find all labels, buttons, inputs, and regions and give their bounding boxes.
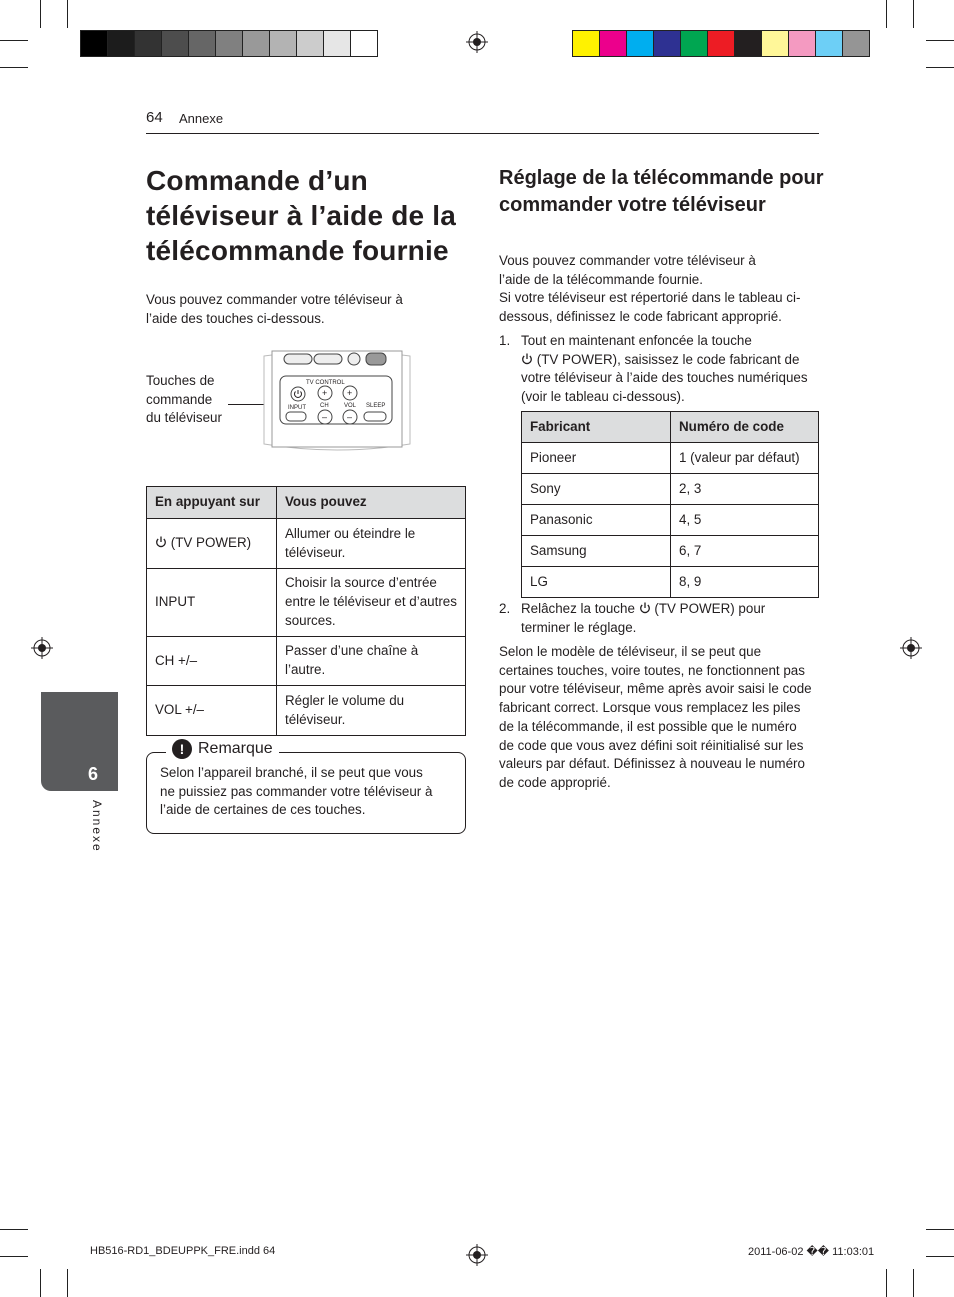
controls-table <box>146 486 466 736</box>
step-line-text: Relâchez la touche <box>521 601 635 616</box>
registration-mark-icon <box>900 637 922 659</box>
step-line: terminer le réglage. <box>521 619 637 635</box>
registration-mark-icon <box>466 31 488 53</box>
table-cell: Choisir la source d’entrée entre le téléviseur et d’autres sources. <box>277 569 466 637</box>
intro-line: dessous, définissez le code fabricant approprié. <box>499 309 782 325</box>
table-cell: VOL +/– <box>147 686 277 736</box>
callout-line: commande <box>146 391 213 407</box>
table-header-cell: En appuyant sur <box>147 487 277 519</box>
table-row <box>522 567 819 598</box>
note-line: l’aide de certaines de ces touches. <box>160 802 366 818</box>
chapter-number: 6 <box>88 764 99 784</box>
crop-mark <box>67 1269 68 1297</box>
table-header-row <box>147 487 466 519</box>
intro-line: Vous pouvez commander votre téléviseur à <box>499 253 756 268</box>
crop-mark <box>913 1269 914 1297</box>
table-header-cell: Fabricant <box>522 412 671 443</box>
remote-ch-label: CH <box>320 403 329 409</box>
crop-mark <box>913 0 914 28</box>
power-icon <box>521 353 533 365</box>
step-line <box>521 600 826 619</box>
color-swatch <box>270 31 297 56</box>
svg-text:+: + <box>322 388 328 398</box>
table-cell-text: (TV POWER) <box>170 535 252 551</box>
remote-input-label: INPUT <box>288 405 306 411</box>
table-header-cell: Vous pouvez <box>277 487 466 519</box>
crop-mark <box>40 0 41 28</box>
intro-line: l’aide des touches ci-dessous. <box>146 310 325 326</box>
registration-mark-icon <box>466 1244 488 1266</box>
color-swatch <box>708 31 735 56</box>
table-row <box>522 474 819 505</box>
color-swatch <box>135 31 162 56</box>
intro-text <box>146 291 403 328</box>
crop-mark <box>0 67 28 68</box>
footer-timestamp: 2011-06-02 �� 11:03:01 <box>748 1246 875 1258</box>
table-cell <box>147 519 277 569</box>
table-cell: 1 (valeur par défaut) <box>671 443 819 474</box>
crop-mark <box>40 1269 41 1297</box>
page-title: Commande d’un téléviseur à l’aide de la télécommande fournie <box>146 165 457 266</box>
callout-line: Touches de <box>146 373 215 388</box>
color-swatch <box>216 31 243 56</box>
step-line-text: (TV POWER) pour <box>654 601 766 616</box>
color-swatch <box>108 31 135 56</box>
step-2-text <box>521 600 826 637</box>
table-row <box>147 519 466 569</box>
table-cell: 6, 7 <box>671 536 819 567</box>
color-swatch <box>681 31 708 56</box>
table-header-cell: Numéro de code <box>671 412 819 443</box>
note-text <box>160 764 432 820</box>
table-row <box>147 637 466 686</box>
chapter-label: Annexe <box>90 800 104 853</box>
chapter-tab <box>41 692 118 791</box>
exclamation-icon: ! <box>172 739 192 759</box>
crop-mark <box>926 40 954 41</box>
table-header-row <box>522 412 819 443</box>
color-swatch <box>81 31 108 56</box>
crop-mark <box>0 1229 28 1230</box>
remote-callout <box>146 372 222 428</box>
registration-mark-icon <box>31 637 53 659</box>
color-swatch <box>162 31 189 56</box>
crop-mark <box>67 0 68 28</box>
table-cell: Samsung <box>522 536 671 567</box>
color-swatch <box>762 31 789 56</box>
table-cell: Allumer ou éteindre le téléviseur. <box>277 519 466 569</box>
color-swatch <box>654 31 681 56</box>
svg-text:–: – <box>347 412 353 422</box>
table-cell: Passer d’une chaîne à l’autre. <box>277 637 466 686</box>
power-icon <box>639 602 651 614</box>
table-row <box>147 569 466 637</box>
remote-tv-control-label: TV CONTROL <box>306 380 345 386</box>
power-icon <box>155 536 167 548</box>
crop-mark <box>926 1229 954 1230</box>
note-line: Selon l’appareil branché, il se peut que vous <box>160 765 423 780</box>
color-swatch <box>789 31 816 56</box>
callout-line: du téléviseur <box>146 410 222 426</box>
table-cell: Régler le volume du téléviseur. <box>277 686 466 736</box>
color-swatch <box>324 31 351 56</box>
step-line: (voir le tableau ci-dessous). <box>521 389 685 405</box>
color-swatch <box>573 31 600 56</box>
table-cell: INPUT <box>147 569 277 637</box>
crop-mark <box>926 67 954 68</box>
intro-line: Vous pouvez commander votre téléviseur à <box>146 292 403 307</box>
step-line <box>521 351 826 370</box>
color-swatch <box>243 31 270 56</box>
step-1-number: 1. <box>499 333 511 348</box>
color-swatch <box>297 31 324 56</box>
table-row <box>522 536 819 567</box>
remote-sleep-label: SLEEP <box>366 403 386 409</box>
footer-filename: HB516-RD1_BDEUPPK_FRE.indd 64 <box>90 1245 276 1257</box>
table-row <box>147 686 466 736</box>
paragraph-line: de code approprié. <box>499 774 611 790</box>
table-cell: 4, 5 <box>671 505 819 536</box>
color-swatch <box>189 31 216 56</box>
paragraph-line: Selon le modèle de téléviseur, il se peut que <box>499 644 762 659</box>
manufacturer-code-table <box>521 411 819 598</box>
table-row <box>522 505 819 536</box>
grayscale-color-bar <box>80 30 378 57</box>
crop-mark <box>0 1256 28 1257</box>
process-color-bar <box>572 30 870 57</box>
table-cell: Panasonic <box>522 505 671 536</box>
running-header: Annexe <box>179 111 224 126</box>
intro-line: Si votre téléviseur est répertorié dans le tableau ci- <box>499 290 801 306</box>
step-line: votre téléviseur à l’aide des touches numériques <box>521 370 808 386</box>
section-heading: Réglage de la télécommande pour commander votre téléviseur <box>499 167 824 216</box>
paragraph-line: de la télécommande, il est possible que le numéro <box>499 718 797 734</box>
step-1-text <box>521 332 826 407</box>
paragraph-line: pour votre téléviseur, même après avoir saisi le code <box>499 681 812 697</box>
color-swatch <box>600 31 627 56</box>
color-swatch <box>735 31 762 56</box>
svg-text:–: – <box>322 412 328 422</box>
step-2-number: 2. <box>499 601 511 616</box>
table-cell: CH +/– <box>147 637 277 686</box>
svg-text:+: + <box>347 388 353 398</box>
color-swatch <box>843 31 869 56</box>
note-label: Remarque <box>198 740 273 757</box>
step-line-text: (TV POWER), saisissez le code fabricant de <box>536 351 800 367</box>
right-intro <box>499 252 824 327</box>
paragraph-line: valeurs par défaut. Définissez à nouveau le numéro <box>499 756 805 772</box>
paragraph-line: certaines touches, voire toutes, ne fonctionnent pas <box>499 662 805 678</box>
crop-mark <box>926 1256 954 1257</box>
table-cell: 2, 3 <box>671 474 819 505</box>
header-rule <box>146 133 819 134</box>
page-number: 64 <box>146 109 163 126</box>
table-cell: 8, 9 <box>671 567 819 598</box>
paragraph-line: de code que vous avez défini soit réinitialisé sur les <box>499 737 804 753</box>
color-swatch <box>816 31 843 56</box>
crop-mark <box>886 0 887 28</box>
table-cell: Pioneer <box>522 443 671 474</box>
color-swatch <box>351 31 377 56</box>
crop-mark <box>0 40 28 41</box>
color-swatch <box>627 31 654 56</box>
step-line: Tout en maintenant enfoncée la touche <box>521 333 752 348</box>
table-cell: LG <box>522 567 671 598</box>
table-row <box>522 443 819 474</box>
table-cell: Sony <box>522 474 671 505</box>
intro-line: l’aide de la télécommande fournie. <box>499 271 703 287</box>
right-paragraph <box>499 643 829 793</box>
paragraph-line: fabricant correct. Lorsque vous remplacez les piles <box>499 700 801 716</box>
note-line: ne puissiez pas commander votre téléviseur à <box>160 783 433 799</box>
remote-control-illustration <box>262 348 412 453</box>
remote-vol-label: VOL <box>344 403 357 409</box>
note-header <box>166 739 279 759</box>
crop-mark <box>886 1269 887 1297</box>
